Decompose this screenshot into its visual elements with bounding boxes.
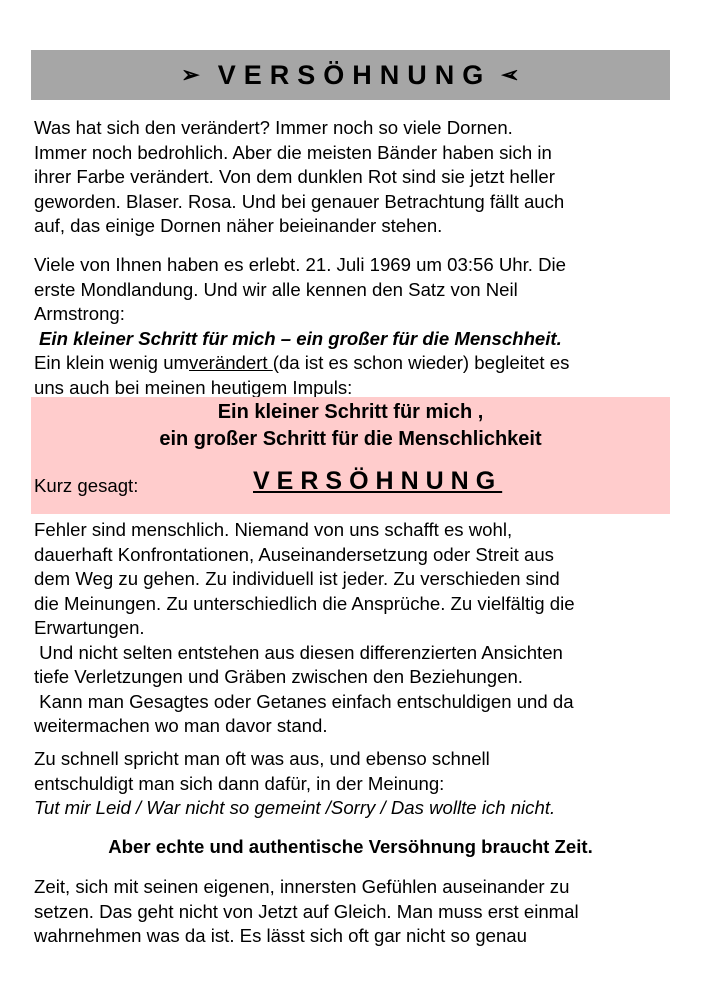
text-line: setzen. Das geht nicht von Jetzt auf Gleich. Man muss erst einmal bbox=[34, 900, 579, 922]
text-line: Zu schnell spricht man oft was aus, und ebenso schnell bbox=[34, 748, 490, 769]
text-line: Viele von Ihnen haben es erlebt. 21. Juli 1969 um 03:56 Uhr. Die bbox=[34, 254, 567, 275]
text-line: dem Weg zu gehen. Zu individuell ist jeder. Zu verschieden sind bbox=[34, 568, 560, 589]
title-banner bbox=[31, 50, 670, 100]
text-line: auf, das einige Dornen näher beieinander stehen. bbox=[34, 215, 443, 236]
highlight-box bbox=[31, 397, 670, 514]
text-line: die Meinungen. Zu unterschiedlich die Ansprüche. Zu vielfältig die bbox=[34, 592, 575, 614]
emphasis-statement: Aber echte und authentische Versöhnung braucht Zeit. bbox=[108, 836, 593, 857]
text-line: Armstrong: bbox=[34, 303, 125, 324]
apology-phrases: Tut mir Leid / War nicht so gemeint /Sorry / Das wollte ich nicht. bbox=[34, 797, 556, 818]
arrow-left-icon: ➢ bbox=[501, 62, 520, 87]
text-line: dauerhaft Konfrontationen, Auseinandersetzung oder Streit aus bbox=[34, 543, 554, 565]
text-line: Immer noch bedrohlich. Aber die meisten Bänder haben sich in bbox=[34, 141, 552, 163]
paragraph-apology bbox=[34, 747, 674, 821]
text-line: Und nicht selten entstehen aus diesen differenzierten Ansichten bbox=[34, 641, 563, 663]
text-line: Zeit, sich mit seinen eigenen, innersten Gefühlen auseinander zu bbox=[34, 876, 570, 897]
text-line: Was hat sich den verändert? Immer noch so viele Dornen. bbox=[34, 117, 513, 138]
arrow-right-icon: ➢ bbox=[181, 62, 200, 87]
armstrong-quote: Ein kleiner Schritt für mich – ein großer für die Menschheit. bbox=[39, 327, 562, 349]
kurz-label: Kurz gesagt: bbox=[34, 475, 139, 496]
text-line: ihrer Farbe verändert. Von dem dunklen Rot sind sie jetzt heller bbox=[34, 166, 555, 187]
text-line: tiefe Verletzungen und Gräben zwischen den Beziehungen. bbox=[34, 666, 523, 687]
highlight-line-1: Ein kleiner Schritt für mich , bbox=[217, 401, 484, 423]
text-line bbox=[34, 351, 674, 376]
text-line: uns auch bei meinen heutigem Impuls: bbox=[34, 376, 353, 398]
text-line: entschuldigt man sich dann dafür, in der Meinung: bbox=[34, 772, 445, 794]
text-line: geworden. Blaser. Rosa. Und bei genauer Betrachtung fällt auch bbox=[34, 190, 565, 212]
text-segment: Ein klein wenig um bbox=[34, 352, 190, 373]
text-segment: (da ist es schon wieder) begleitet es bbox=[272, 352, 570, 373]
highlight-line-2: ein großer Schritt für die Menschlichkeit bbox=[159, 428, 542, 450]
text-line: Kann man Gesagtes oder Getanes einfach entschuldigen und da bbox=[34, 690, 574, 712]
text-line: erste Mondlandung. Und wir alle kennen den Satz von Neil bbox=[34, 278, 518, 300]
paragraph-errors bbox=[34, 518, 674, 739]
paragraph-moon-landing bbox=[34, 253, 674, 400]
text-line: Erwartungen. bbox=[34, 617, 145, 638]
keyword-versoehnung: VERSÖHNUNG bbox=[253, 467, 503, 495]
paragraph-time bbox=[34, 875, 674, 949]
page-title: VERSÖHNUNG bbox=[217, 59, 492, 90]
paragraph-intro bbox=[34, 116, 674, 239]
underlined-word: verändert bbox=[189, 352, 273, 373]
text-line: weitermachen wo man davor stand. bbox=[34, 715, 328, 736]
highlight-heading bbox=[31, 399, 670, 453]
text-line: wahrnehmen was da ist. Es lässt sich oft gar nicht so genau bbox=[34, 925, 527, 946]
text-line: Fehler sind menschlich. Niemand von uns schafft es wohl, bbox=[34, 519, 513, 540]
